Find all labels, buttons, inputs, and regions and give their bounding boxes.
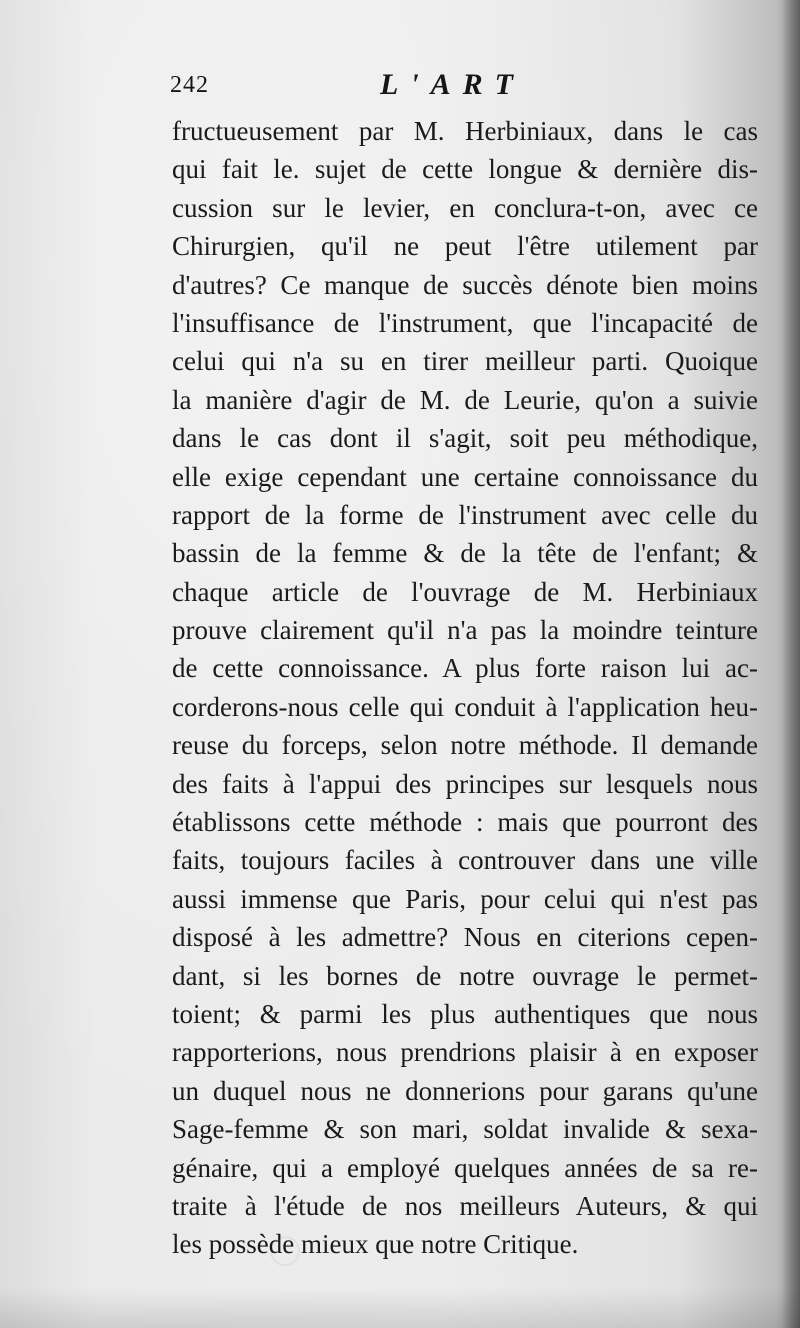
text-line: d'autres? Ce manque de succès dénote bien moins	[172, 269, 758, 300]
text-line: traite à l'étude de nos meilleurs Auteurs, & qui	[172, 1190, 758, 1221]
text-line: Sage-femme & son mari, soldat invalide & sexa-	[172, 1114, 758, 1145]
text-line: elle exige cependant une certaine connoissance du	[172, 461, 758, 492]
text-line: dant, si les bornes de notre ouvrage le permet-	[172, 960, 758, 991]
text-line: toient; & parmi les plus authentiques que nous	[172, 998, 758, 1029]
text-line: les possède mieux que notre Critique.	[172, 1229, 579, 1260]
text-line: de cette connoissance. A plus forte raison lui ac-	[172, 653, 758, 684]
text-line: chaque article de l'ouvrage de M. Herbiniaux	[172, 576, 758, 607]
text-line: dans le cas dont il s'agit, soit peu méthodique,	[172, 423, 758, 454]
text-line: établissons cette méthode : mais que pourront des	[172, 807, 758, 838]
text-line: l'insuffisance de l'instrument, que l'incapacité de	[172, 307, 758, 338]
text-line: bassin de la femme & de la tête de l'enfant; &	[172, 538, 758, 569]
text-line: disposé à les admettre? Nous en citerions cepen-	[172, 922, 758, 953]
text-line: fructueusement par M. Herbiniaux, dans le cas	[172, 116, 758, 146]
text-line: un duquel nous ne donnerions pour garans qu'une	[172, 1075, 758, 1106]
text-line: cussion sur le levier, en conclura-t-on, avec ce	[172, 192, 758, 223]
text-line: la manière d'agir de M. de Leurie, qu'on a suivie	[172, 384, 758, 415]
text-line: reuse du forceps, selon notre méthode. Il demande	[172, 730, 758, 761]
text-line: des faits à l'appui des principes sur lesquels nous	[172, 768, 758, 799]
text-line: prouve clairement qu'il n'a pas la moindre teinture	[172, 615, 758, 646]
text-line: rapporterions, nous prendrions plaisir à en exposer	[172, 1037, 758, 1068]
page-number: 242	[170, 72, 209, 98]
page-edge-shadow	[782, 0, 800, 1328]
running-head	[170, 68, 750, 108]
text-line: génaire, qui a employé quelques années de sa re-	[172, 1152, 758, 1183]
text-line: rapport de la forme de l'instrument avec celle du	[172, 499, 758, 530]
paper-smudge	[270, 1236, 300, 1266]
text-line: corderons-nous celle qui conduit à l'application heu-	[172, 691, 758, 722]
text-line: faits, toujours faciles à controuver dans une ville	[172, 845, 758, 876]
page-bottom-shadow	[0, 1288, 800, 1328]
body-text	[172, 112, 758, 1264]
text-line: celui qui n'a su en tirer meilleur parti. Quoique	[172, 346, 758, 377]
text-line: aussi immense que Paris, pour celui qui n'est pas	[172, 883, 758, 914]
text-line: Chirurgien, qu'il ne peut l'être utilement par	[172, 231, 758, 262]
running-head-title: L'ART	[380, 68, 526, 101]
text-line: qui fait le. sujet de cette longue & dernière dis-	[172, 154, 758, 185]
